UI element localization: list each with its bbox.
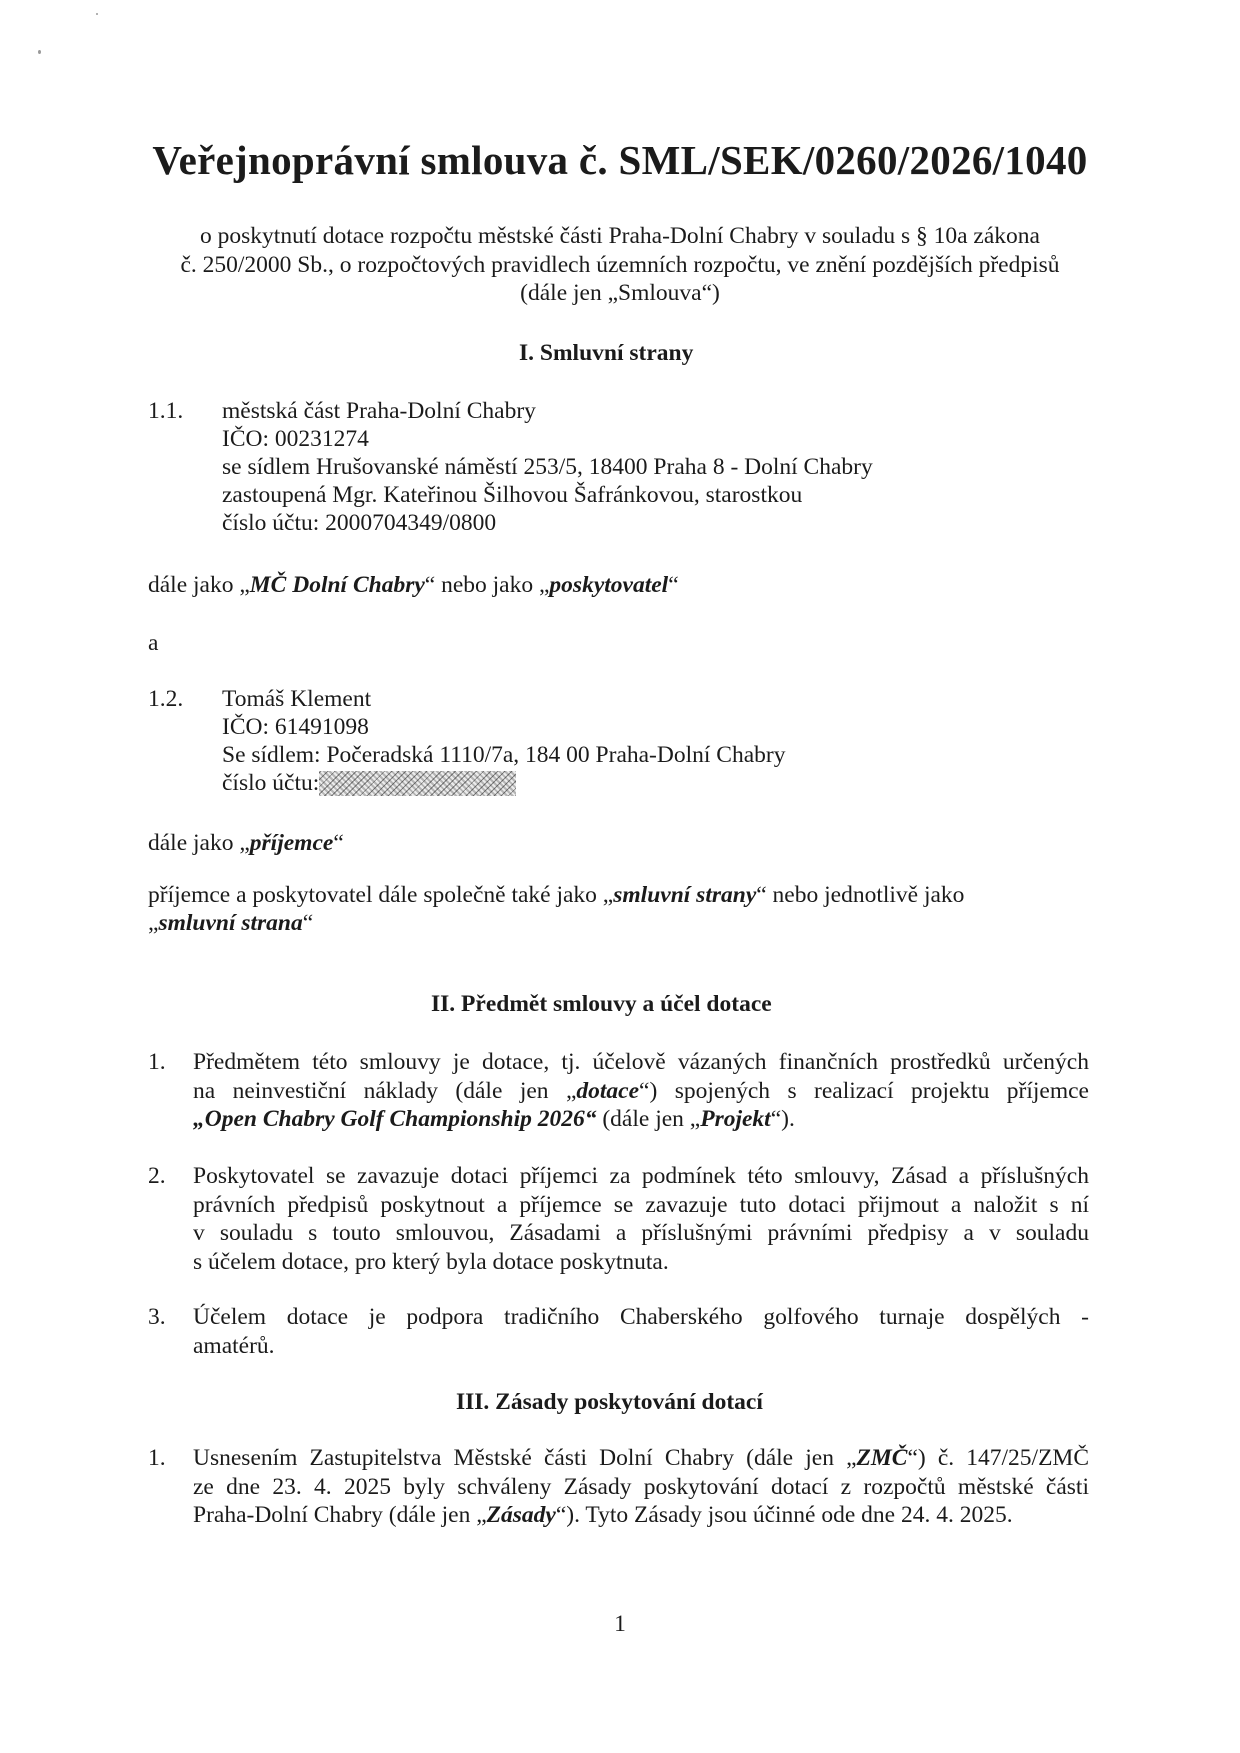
party-1-account: číslo účtu: 2000704349/0800 xyxy=(222,510,497,536)
section-2-item-1-number: 1. xyxy=(148,1049,166,1075)
document-title: Veřejnoprávní smlouva č. SML/SEK/0260/2026/1040 xyxy=(152,137,1088,183)
page-number: 1 xyxy=(614,1611,626,1637)
party-2-number: 1.2. xyxy=(148,686,184,712)
section-3-item-1-line-2: ze dne 23. 4. 2025 byly schváleny Zásady poskytování dotací z rozpočtů městské části xyxy=(193,1474,1089,1500)
section-2-item-3-line-1: Účelem dotace je podpora tradičního Chaberského golfového turnaje dospělých - xyxy=(193,1304,1089,1330)
subtitle-line-3: (dále jen „Smlouva“) xyxy=(520,280,720,306)
section-1-heading: I. Smluvní strany xyxy=(519,340,694,366)
joint-parties-line-1: příjemce a poskytovatel dále společně také jako „smluvní strany“ nebo jednotlivě jako xyxy=(148,882,965,908)
party-1-representative: zastoupená Mgr. Kateřinou Šilhovou Šafránkovou, starostkou xyxy=(222,482,803,508)
party-1-address: se sídlem Hrušovanské náměstí 253/5, 18400 Praha 8 - Dolní Chabry xyxy=(222,454,873,480)
party-2-ico: IČO: 61491098 xyxy=(222,714,369,740)
subtitle-line-2: č. 250/2000 Sb., o rozpočtových pravidlech územních rozpočtu, ve znění pozdějších předpisů xyxy=(180,252,1060,278)
section-3-item-1-line-1: Usnesením Zastupitelstva Městské části Dolní Chabry (dále jen „ZMČ“) č. 147/25/ZMČ xyxy=(193,1445,1090,1471)
subtitle-line-1: o poskytnutí dotace rozpočtu městské části Praha-Dolní Chabry v souladu s § 10a zákona xyxy=(200,223,1040,249)
party-2-address: Se sídlem: Počeradská 1110/7a, 184 00 Praha-Dolní Chabry xyxy=(222,742,786,768)
connector-a: a xyxy=(148,630,159,656)
party-1-number: 1.1. xyxy=(148,398,184,424)
section-2-item-1-line-3: „Open Chabry Golf Championship 2026“ (dále jen „Projekt“). xyxy=(193,1106,795,1132)
section-2-item-2-line-4: s účelem dotace, pro který byla dotace poskytnuta. xyxy=(193,1249,669,1275)
section-2-item-1-line-2: na neinvestiční náklady (dále jen „dotace“) spojených s realizací projektu příjemce xyxy=(193,1078,1089,1104)
section-3-item-1-line-3: Praha-Dolní Chabry (dále jen „Zásady“). Tyto Zásady jsou účinné ode dne 24. 4. 2025. xyxy=(193,1502,1013,1528)
party-2-account: číslo účtu: xyxy=(222,770,516,797)
scan-speck xyxy=(38,50,41,54)
section-2-item-1-line-1: Předmětem této smlouvy je dotace, tj. účelově vázaných finančních prostředků určených xyxy=(193,1049,1089,1075)
section-2-item-3-number: 3. xyxy=(148,1304,166,1330)
party-1-name: městská část Praha-Dolní Chabry xyxy=(222,398,536,424)
section-2-item-2-line-1: Poskytovatel se zavazuje dotaci příjemci za podmínek této smlouvy, Zásad a příslušných xyxy=(193,1163,1089,1189)
section-3-item-1-number: 1. xyxy=(148,1445,166,1471)
section-2-heading: II. Předmět smlouvy a účel dotace xyxy=(431,991,772,1017)
section-2-item-2-line-2: právních předpisů poskytnout a příjemce se zavazuje tuto dotaci přijmout a naložit s ní xyxy=(193,1192,1089,1218)
scan-speck xyxy=(96,13,98,15)
redacted-account-number xyxy=(319,771,516,796)
party-1-alias: dále jako „MČ Dolní Chabry“ nebo jako „poskytovatel“ xyxy=(148,572,679,598)
party-2-alias: dále jako „příjemce“ xyxy=(148,830,344,856)
joint-parties-line-2: „smluvní strana“ xyxy=(148,910,314,936)
section-3-heading: III. Zásady poskytování dotací xyxy=(456,1389,763,1415)
party-1-ico: IČO: 00231274 xyxy=(222,426,369,452)
section-2-item-3-line-2: amatérů. xyxy=(193,1333,275,1359)
section-2-item-2-number: 2. xyxy=(148,1163,166,1189)
party-2-name: Tomáš Klement xyxy=(222,686,372,712)
section-2-item-2-line-3: v souladu s touto smlouvou, Zásadami a příslušnými právními předpisy a v souladu xyxy=(193,1220,1089,1246)
